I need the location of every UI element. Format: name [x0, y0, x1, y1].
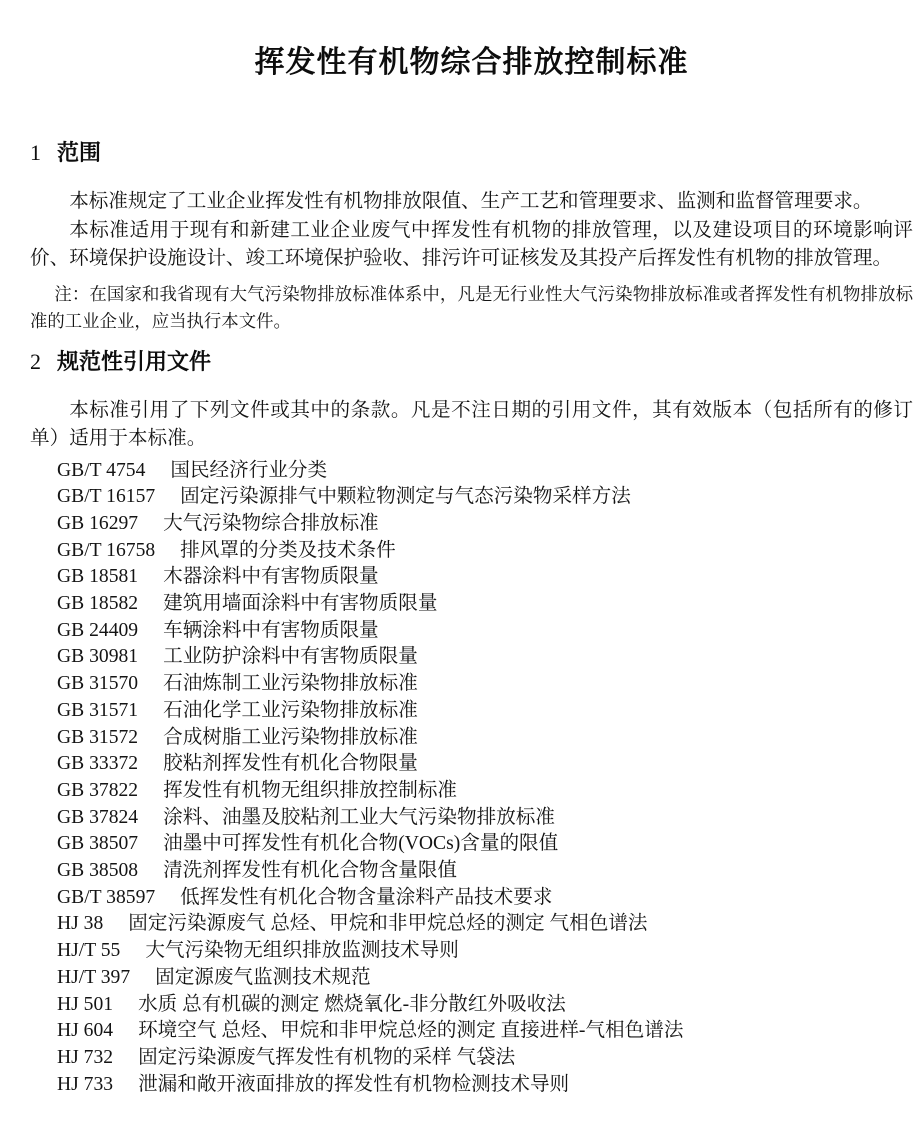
reference-code: GB/T 4754: [57, 459, 146, 481]
section-1-heading: [30, 140, 913, 166]
reference-title: 胶粘剂挥发性有机化合物限量: [163, 753, 418, 775]
reference-title: 固定污染源废气 总烃、甲烷和非甲烷总烃的测定 气相色谱法: [128, 913, 648, 935]
reference-item: [57, 885, 913, 912]
reference-code: GB 38508: [57, 860, 139, 882]
reference-item: [57, 725, 913, 752]
section-2-number: 2: [30, 348, 41, 374]
reference-code: HJ 732: [57, 1046, 114, 1068]
reference-title: 低挥发性有机化合物含量涂料产品技术要求: [180, 886, 553, 908]
reference-title: 合成树脂工业污染物排放标准: [163, 726, 418, 748]
reference-title: 固定源废气监测技术规范: [155, 966, 371, 988]
reference-item: [57, 591, 913, 618]
section-1-body: [30, 188, 913, 335]
reference-item: [57, 911, 913, 938]
reference-title: 水质 总有机碳的测定 燃烧氧化-非分散红外吸收法: [138, 993, 566, 1015]
reference-title: 固定污染源废气挥发性有机物的采样 气袋法: [138, 1046, 516, 1068]
reference-item: [57, 751, 913, 778]
reference-code: GB/T 16758: [57, 539, 156, 561]
reference-title: 大气污染物无组织排放监测技术导则: [145, 940, 459, 962]
reference-code: GB 31572: [57, 726, 139, 748]
reference-title: 环境空气 总烃、甲烷和非甲烷总烃的测定 直接进样-气相色谱法: [138, 1020, 684, 1042]
reference-code: GB 16297: [57, 512, 139, 534]
reference-code: GB 37822: [57, 779, 139, 801]
reference-title: 挥发性有机物无组织排放控制标准: [163, 779, 458, 801]
reference-item: [57, 564, 913, 591]
reference-code: HJ/T 397: [57, 966, 131, 988]
reference-code: HJ 501: [57, 993, 114, 1015]
section-scope: [30, 140, 913, 335]
reference-code: GB 38507: [57, 833, 139, 855]
reference-title: 油墨中可挥发性有机化合物(VOCs)含量的限值: [163, 833, 559, 855]
reference-title: 涂料、油墨及胶粘剂工业大气污染物排放标准: [163, 806, 555, 828]
references-list: [30, 458, 913, 1099]
document-title: 挥发性有机物综合排放控制标准: [254, 46, 689, 79]
reference-item: [57, 805, 913, 832]
reference-code: GB 31570: [57, 673, 139, 695]
reference-title: 大气污染物综合排放标准: [163, 512, 379, 534]
reference-item: [57, 1045, 913, 1072]
scope-paragraph-1: 本标准规定了工业企业挥发性有机物排放限值、生产工艺和管理要求、监测和监督管理要求。: [69, 191, 873, 212]
reference-title: 车辆涂料中有害物质限量: [163, 619, 379, 641]
reference-title: 工业防护涂料中有害物质限量: [163, 646, 418, 668]
reference-title: 固定污染源排气中颗粒物测定与气态污染物采样方法: [180, 486, 631, 508]
reference-code: HJ 604: [57, 1020, 114, 1042]
reference-code: GB/T 38597: [57, 886, 156, 908]
reference-item: [57, 698, 913, 725]
reference-item: [57, 484, 913, 511]
references-intro-paragraph: 本标准引用了下列文件或其中的条款。凡是不注日期的引用文件，其有效版本（包括所有的修订单）适用于本标准。: [30, 399, 913, 449]
section-2-body: [30, 397, 913, 1099]
reference-item: [57, 965, 913, 992]
reference-item: [57, 992, 913, 1019]
reference-item: [57, 671, 913, 698]
reference-item: [57, 618, 913, 645]
reference-code: GB 37824: [57, 806, 139, 828]
reference-item: [57, 778, 913, 805]
reference-title: 国民经济行业分类: [170, 459, 328, 481]
reference-title: 石油化学工业污染物排放标准: [163, 699, 418, 721]
reference-code: GB 18581: [57, 566, 139, 588]
section-1-number: 1: [30, 140, 41, 165]
reference-code: HJ 38: [57, 913, 104, 935]
section-1-title: 范围: [57, 140, 102, 165]
section-2-heading: [30, 349, 913, 375]
reference-item: [57, 858, 913, 885]
reference-item: [57, 1072, 913, 1099]
scope-note: 注：在国家和我省现有大气污染物排放标准体系中，凡是无行业性大气污染物排放标准或者挥发性有机物排放标准的工业企业，应当执行本文件。: [30, 283, 913, 331]
reference-title: 清洗剂挥发性有机化合物含量限值: [163, 860, 458, 882]
reference-item: [57, 938, 913, 965]
reference-title: 泄漏和敞开液面排放的挥发性有机物检测技术导则: [138, 1073, 570, 1095]
reference-item: [57, 511, 913, 538]
reference-code: GB/T 16157: [57, 486, 156, 508]
reference-item: [57, 831, 913, 858]
section-normative-references: [30, 349, 913, 1099]
scope-paragraph-2: 本标准适用于现有和新建工业企业废气中挥发性有机物的排放管理，以及建设项目的环境影响评价、环境保护设施设计、竣工环境保护验收、排污许可证核发及其投产后挥发性有机物的排放管理。: [30, 219, 913, 269]
reference-title: 石油炼制工业污染物排放标准: [163, 673, 418, 695]
reference-code: GB 24409: [57, 619, 139, 641]
reference-item: [57, 644, 913, 671]
section-2-title: 规范性引用文件: [57, 348, 212, 374]
reference-item: [57, 538, 913, 565]
reference-code: GB 30981: [57, 646, 139, 668]
reference-code: GB 18582: [57, 593, 139, 615]
reference-item: [57, 1018, 913, 1045]
reference-title: 木器涂料中有害物质限量: [163, 566, 379, 588]
reference-code: HJ/T 55: [57, 940, 121, 962]
reference-title: 排风罩的分类及技术条件: [180, 539, 396, 561]
reference-code: GB 31571: [57, 699, 139, 721]
reference-code: GB 33372: [57, 753, 139, 775]
reference-title: 建筑用墙面涂料中有害物质限量: [163, 593, 438, 615]
reference-code: HJ 733: [57, 1073, 114, 1095]
reference-item: [57, 458, 913, 485]
